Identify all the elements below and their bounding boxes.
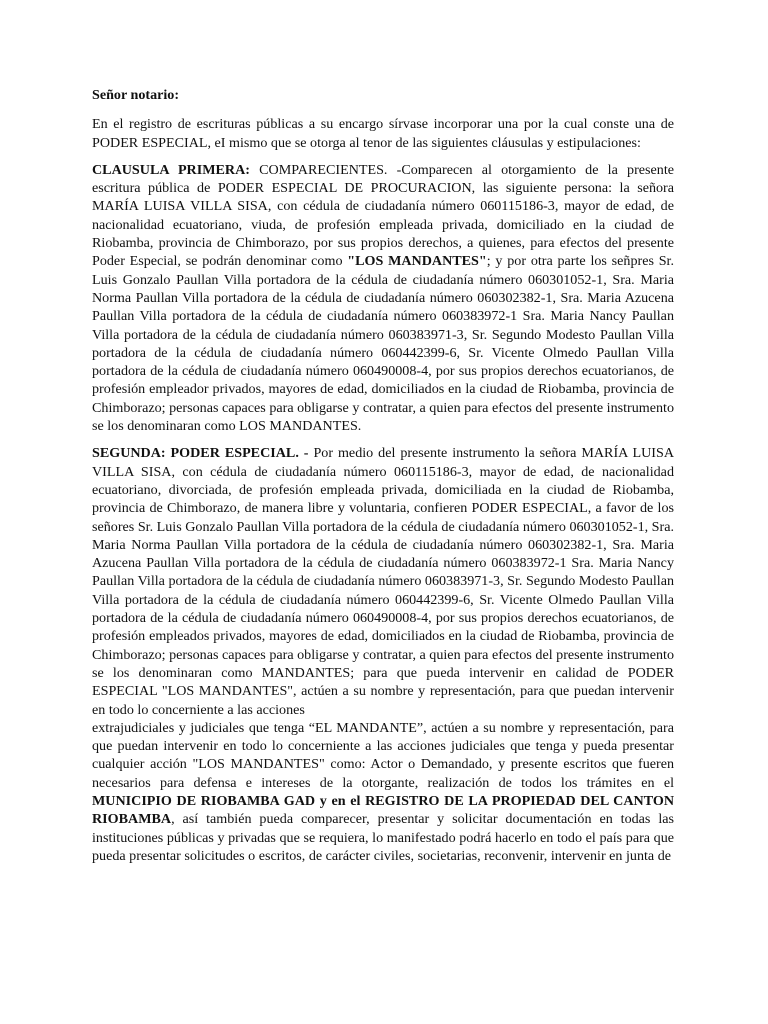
document-page xyxy=(92,86,674,874)
clause-primera-paragraph xyxy=(92,161,674,435)
salutation: Señor notario: xyxy=(92,87,180,103)
municipio-registro-bold: MUNICIPIO DE RIOBAMBA GAD y en el REGISTRO DE LA PROPIEDAD DEL CANTON RIOBAMBA xyxy=(92,792,674,828)
clause-segunda-paragraph xyxy=(92,444,674,718)
clause-primera-text-a: COMPARECIENTES. -Comparecen al otorgamiento de la presente escritura pública de PODER ESPECIAL DE PROCURACION, las siguiente persona: la señora MARÍA LUISA VILLA SISA, con cédula de ciudadanía número 060115186-3, mayor de edad, de nacionalidad ecuatoriano, viuda, de profesión empleada privada, domiciliado en la ciudad de Riobamba, provincia de Chimborazo, por sus propios derechos, a quienes, para efectos del presente Poder Especial, se podrán denominar como xyxy=(92,161,674,270)
clause-segunda-text-c: , así también pueda comparecer, presentar y solicitar documentación en todas las instituciones públicas y privadas que se requiera, lo manifestado podrá hacerlo en todo el país para que pueda presentar solicitudes o escritos, de carácter civiles, societarias, reconvenir, intervenir en junta de xyxy=(92,811,674,864)
intro-paragraph: En el registro de escrituras públicas a su encargo sírvase incorporar una por la cual conste una de PODER ESPECIAL, eI mismo que se otorga al tenor de las siguientes cláusulas y estipulaciones: xyxy=(92,116,674,151)
clause-primera-heading: CLAUSULA PRIMERA: xyxy=(92,161,250,178)
clause-segunda-text-b: extrajudiciales y judiciales que tenga “EL MANDANTE”, actúen a su nombre y representación, para que puedan intervenir en todo lo concerniente a las acciones judiciales que tenga y pueda presentar cualquier acción "LOS MANDANTES" como: Actor o Demandado, y presente escritos que fueren necesarios para defensa e intereses de la otorgante, realización de todos los trámites en el xyxy=(92,719,674,791)
clause-segunda-continuation xyxy=(92,719,674,865)
los-mandantes-bold: "LOS MANDANTES" xyxy=(347,253,487,270)
clause-segunda-heading: SEGUNDA: PODER ESPECIAL. - xyxy=(92,445,309,462)
clause-segunda-text-a: Por medio del presente instrumento la señora MARÍA LUISA VILLA SISA, con cédula de ciudadanía número 060115186-3, mayor de edad, de nacionalidad ecuatoriano, divorciada, de profesión empleada privada, domiciliada en la ciudad de Riobamba, provincia de Chimborazo, de manera libre y voluntaria, confieren PODER ESPECIAL, a favor de los señores Sr. Luis Gonzalo Paullan Villa portadora de la cédula de ciudadanía número 060301052-1, Sra. Maria Norma Paullan Villa portadora de la cédula de ciudadanía número 060302382-1, Sra. Maria Azucena Paullan Villa portadora de la cédula de ciudadanía número 060383972-1 Sra. Maria Nancy Paullan Villa portadora de la cédula de ciudadanía número 060383971-3, Sr. Segundo Modesto Paullan Villa portadora de la cédula de ciudadanía número 060442399-6, Sr. Vicente Olmedo Paullan Villa portadora de la cédula de ciudadanía número 060490008-4, por sus propios derechos ecuatorianos, de profesión empleados privados, mayores de edad, domiciliados en la ciudad de Riobamba, provincia de Chimborazo; personas capaces para obligarse y contratar, a quien para efectos del presente instrumento se los denominaran como MANDANTES; para que pueda intervenir en calidad de PODER ESPECIAL "LOS MANDANTES", actúen a su nombre y representación, para que puedan intervenir en todo lo concerniente a las acciones xyxy=(92,445,674,718)
clause-primera-text-b: ; y por otra parte los señpres Sr. Luis Gonzalo Paullan Villa portadora de la cédula de ciudadanía número 060301052-1, Sra. Maria Norma Paullan Villa portadora de la cédula de ciudadanía número 060302382-1, Sra. Maria Azucena Paullan Villa portadora de la cédula de ciudadanía número 060383972-1 Sra. Maria Nancy Paullan Villa portadora de la cédula de ciudadanía número 060383971-3, Sr. Segundo Modesto Paullan Villa portadora de la cédula de ciudadanía número 060442399-6, Sr. Vicente Olmedo Paullan Villa portadora de la cédula de ciudadanía número 060490008-4, por sus propios derechos ecuatorianos, de profesión empleador privados, mayores de edad, domiciliados en la ciudad de Riobamba, provincia de Chimborazo; personas capaces para obligarse y contratar, a quien para efectos del presente instrumento se los denominaran como LOS MANDANTES. xyxy=(92,253,674,435)
